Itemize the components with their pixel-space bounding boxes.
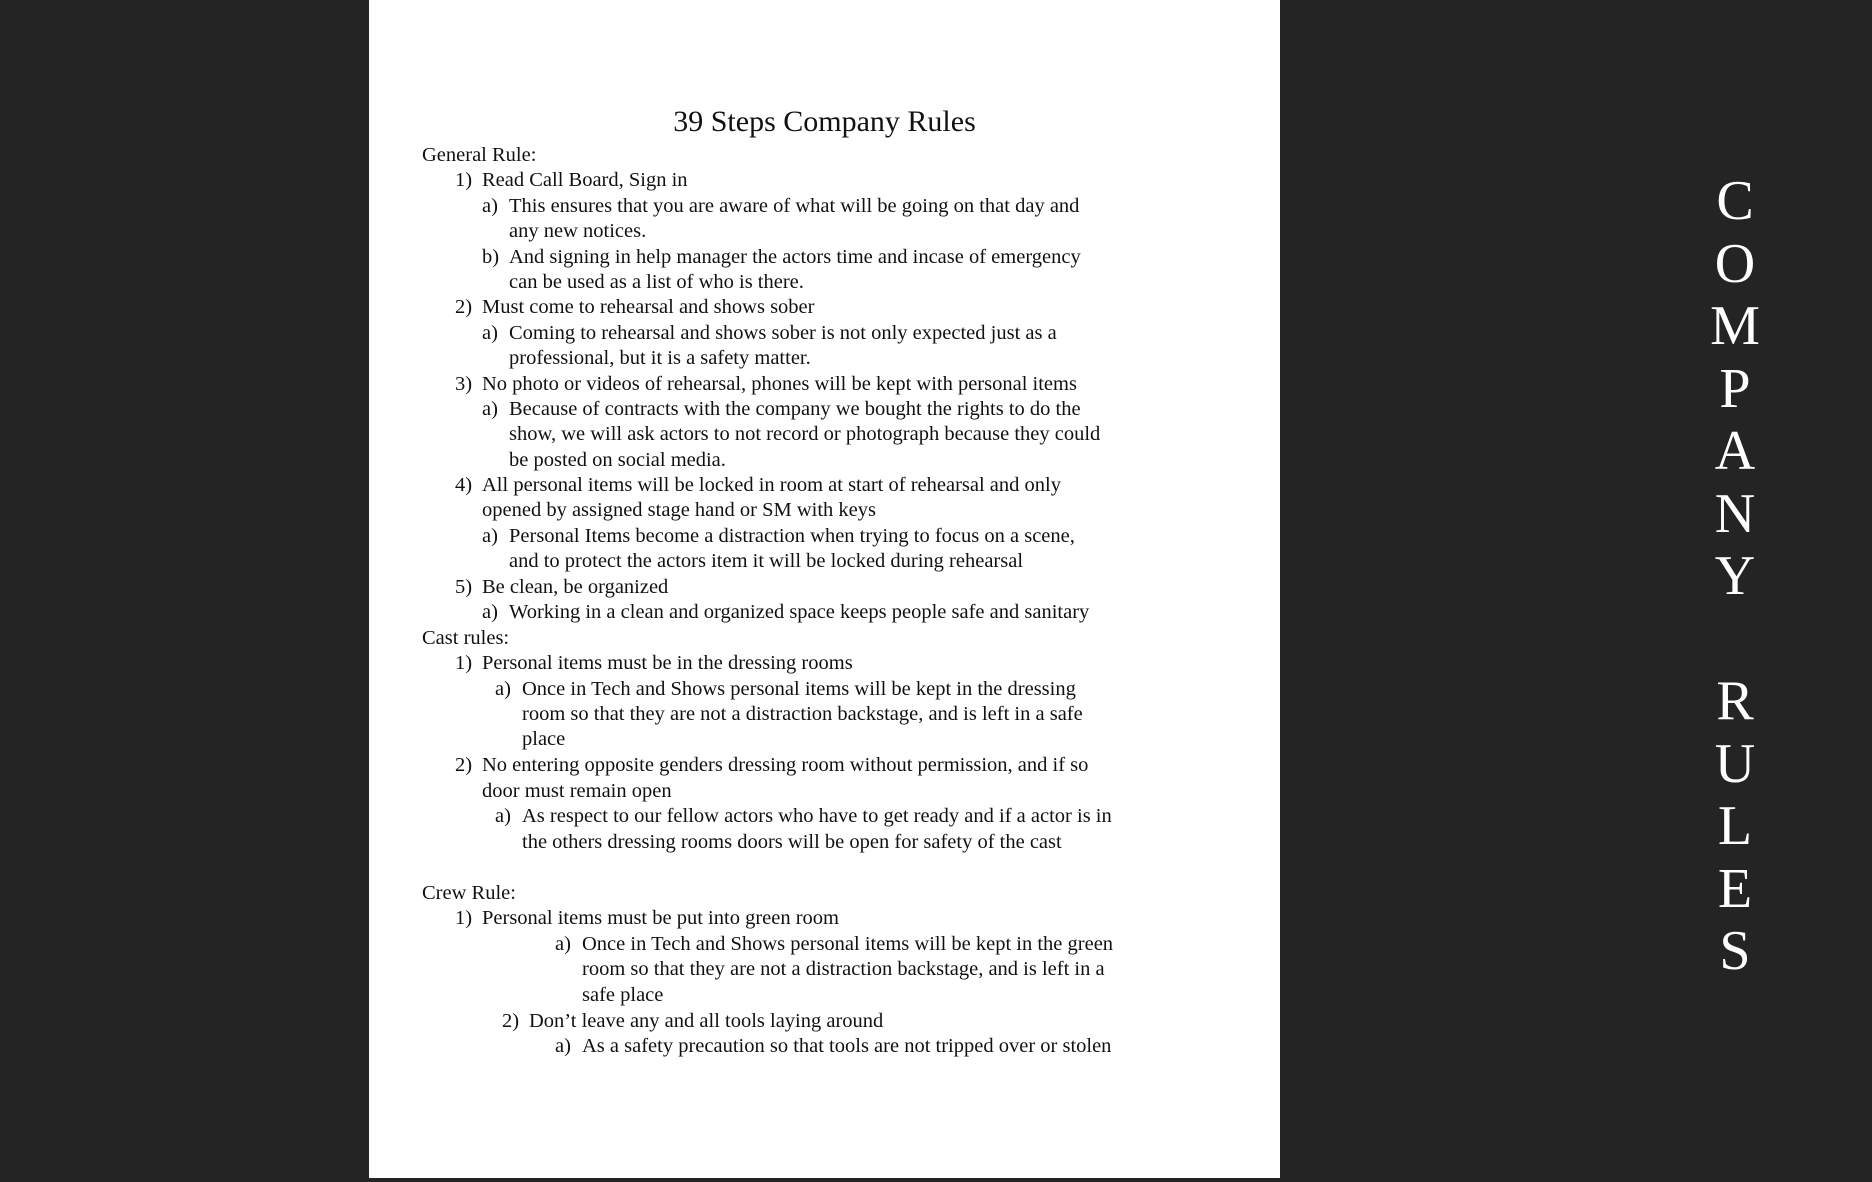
- general-rule-1a-line-2: any new notices.: [509, 220, 647, 242]
- cast-rule-1: Personal items must be in the dressing rooms: [482, 652, 853, 674]
- general-rule-1a-line-1: This ensures that you are aware of what will be going on that day and: [509, 195, 1080, 217]
- general-rule-3a-line-3: be posted on social media.: [509, 449, 726, 471]
- list-marker: a): [482, 195, 498, 217]
- general-rule-1: Read Call Board, Sign in: [482, 169, 688, 191]
- crew-rule-heading: Crew Rule:: [422, 882, 516, 904]
- side-title-letter: O: [1714, 232, 1756, 295]
- cast-rule-2-line-1: No entering opposite genders dressing room without permission, and if so: [482, 754, 1089, 776]
- crew-rule-2a: As a safety precaution so that tools are not tripped over or stolen: [582, 1035, 1112, 1057]
- list-marker: 3): [455, 373, 473, 395]
- general-rule-4a-line-2: and to protect the actors item it will be locked during rehearsal: [509, 550, 1024, 572]
- list-marker: a): [495, 678, 511, 700]
- general-rule-3a-line-2: show, we will ask actors to not record or photograph because they could: [509, 423, 1101, 445]
- company-rules-side-title: [1700, 170, 1770, 983]
- side-title-letter: R: [1716, 670, 1754, 732]
- side-title-space: [1700, 608, 1770, 671]
- list-marker: 1): [455, 652, 473, 674]
- crew-rule-1a-line-1: Once in Tech and Shows personal items will be kept in the green: [582, 933, 1114, 955]
- list-marker: a): [482, 398, 498, 420]
- side-title-letter: Y: [1714, 545, 1756, 607]
- cast-rule-2a-line-1: As respect to our fellow actors who have to get ready and if a actor is in: [522, 805, 1112, 827]
- crew-rule-1a-line-2: room so that they are not a distraction backstage, and is left in a: [582, 958, 1105, 980]
- document-title: 39 Steps Company Rules: [673, 105, 976, 138]
- general-rule-1b-line-1: And signing in help manager the actors time and incase of emergency: [509, 246, 1081, 268]
- general-rule-3a-line-1: Because of contracts with the company we bought the rights to do the: [509, 398, 1081, 420]
- general-rule-5a: Working in a clean and organized space keeps people safe and sanitary: [509, 601, 1090, 623]
- list-marker: 2): [455, 754, 473, 776]
- general-rule-2a-line-1: Coming to rehearsal and shows sober is not only expected just as a: [509, 322, 1057, 344]
- side-title-letter: E: [1717, 857, 1753, 920]
- document-page: [369, 0, 1280, 1178]
- side-title-letter: A: [1714, 420, 1756, 482]
- side-title-letter: N: [1714, 482, 1756, 545]
- list-marker: a): [482, 601, 498, 623]
- cast-rule-2a-line-2: the others dressing rooms doors will be open for safety of the cast: [522, 831, 1062, 853]
- general-rule-heading: General Rule:: [422, 144, 537, 166]
- general-rule-4-line-2: opened by assigned stage hand or SM with keys: [482, 499, 876, 521]
- side-title-letter: U: [1714, 732, 1756, 795]
- side-title-letter: S: [1719, 920, 1751, 982]
- general-rule-5: Be clean, be organized: [482, 576, 669, 598]
- general-rule-3: No photo or videos of rehearsal, phones will be kept with personal items: [482, 373, 1077, 395]
- crew-rule-2: Don’t leave any and all tools laying around: [529, 1010, 884, 1032]
- crew-rule-1a-line-3: safe place: [582, 984, 664, 1006]
- list-marker: 4): [455, 474, 473, 496]
- list-marker: 2): [455, 296, 473, 318]
- general-rule-4-line-1: All personal items will be locked in room at start of rehearsal and only: [482, 474, 1061, 496]
- list-marker: a): [495, 805, 511, 827]
- general-rule-2: Must come to rehearsal and shows sober: [482, 296, 815, 318]
- side-title-letter: L: [1717, 795, 1753, 857]
- general-rule-4a-line-1: Personal Items become a distraction when trying to focus on a scene,: [509, 525, 1075, 547]
- list-marker: 2): [502, 1010, 520, 1032]
- side-title-letter: C: [1716, 170, 1754, 232]
- side-title-letter: P: [1719, 357, 1751, 420]
- cast-rules-heading: Cast rules:: [422, 627, 510, 649]
- list-marker: a): [555, 933, 571, 955]
- list-marker: a): [482, 525, 498, 547]
- cast-rule-1a-line-1: Once in Tech and Shows personal items will be kept in the dressing: [522, 678, 1076, 700]
- general-rule-1b-line-2: can be used as a list of who is there.: [509, 271, 804, 293]
- list-marker: 1): [455, 907, 473, 929]
- list-marker: a): [555, 1035, 571, 1057]
- general-rule-2a-line-2: professional, but it is a safety matter.: [509, 347, 811, 369]
- crew-rule-1: Personal items must be put into green room: [482, 907, 839, 929]
- list-marker: b): [482, 246, 500, 268]
- side-title-letter: M: [1710, 295, 1760, 357]
- list-marker: 5): [455, 576, 473, 598]
- list-marker: a): [482, 322, 498, 344]
- cast-rule-1a-line-3: place: [522, 728, 566, 750]
- cast-rule-2-line-2: door must remain open: [482, 780, 672, 802]
- cast-rule-1a-line-2: room so that they are not a distraction backstage, and is left in a safe: [522, 703, 1083, 725]
- list-marker: 1): [455, 169, 473, 191]
